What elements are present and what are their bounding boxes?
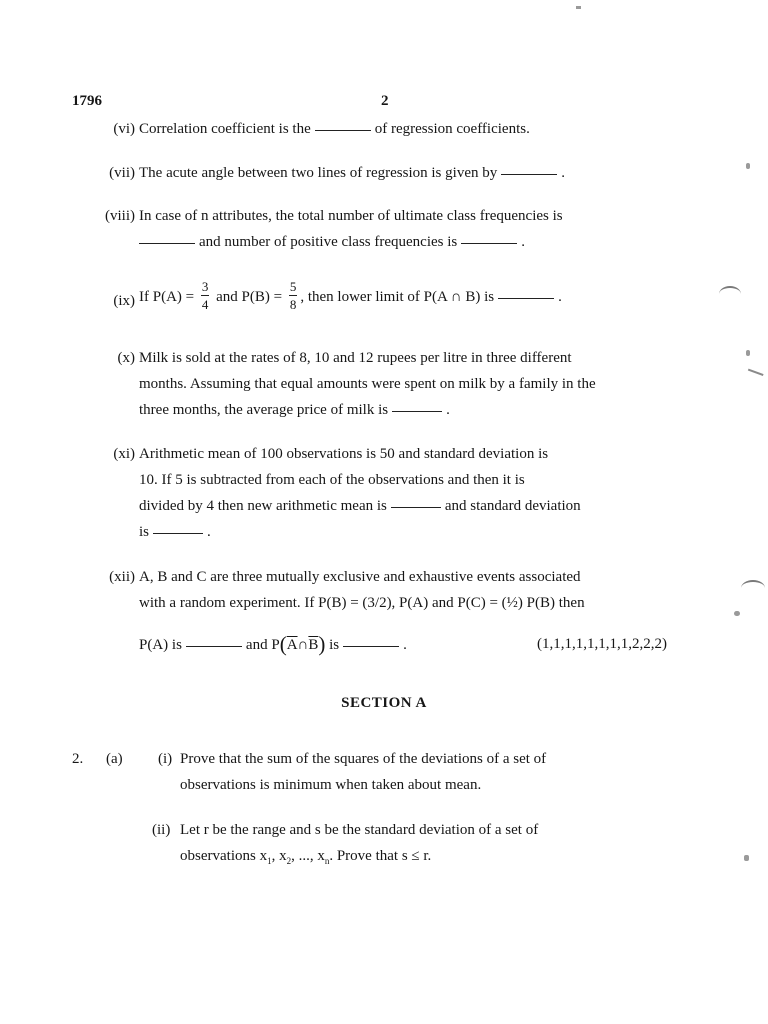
question-text: In case of n attributes, the total number of ultimate class frequencies is [139,208,563,224]
scan-speck [576,6,581,9]
answer-blank [391,507,441,508]
question-number: (xi) [113,446,135,462]
question-text: Let r be the range and s be the standard deviation of a set of [180,822,539,838]
question-number: (ix) [113,293,135,309]
question-text: 10. If 5 is subtracted from each of the observations and then it is [139,472,525,488]
question-text: divided by 4 then new arithmetic mean is and standard deviation [139,498,581,514]
answer-blank [392,411,442,412]
question-text: months. Assuming that equal amounts were spent on milk by a family in the [139,376,596,392]
question-number: (vi) [113,121,135,137]
answer-blank [153,533,203,534]
answer-blank [498,298,554,299]
question-text: three months, the average price of milk is . [139,402,450,418]
answer-blank [315,130,371,131]
question-text: The acute angle between two lines of regression is given by . [139,165,565,181]
scan-speck [746,350,750,356]
paper-code: 1796 [72,93,102,109]
question-text: Correlation coefficient is the of regression coefficients. [139,121,530,137]
fraction: $\frac{3}{4}$ [201,279,209,312]
question-text: observations $x_1$, $x_2$, ..., $x_n$. Prove that s ≤ r. [180,848,432,866]
complement-b: $\overline{B}$ [308,637,319,653]
question-number: (x) [117,350,135,366]
answer-blank [461,243,517,244]
scan-hole-mark [741,580,765,596]
question-number: 2. [72,751,84,767]
question-text: If P(A) = $\frac{3}{4}$ and P(B) = $\frac{5}{8}$ , then lower limit of P(A ∩ B) is . [139,279,562,312]
section-title: SECTION A [341,695,427,711]
question-text: P(A) is and $P(\overline{A}\cap\overline{B})$ is . [139,632,407,656]
question-text: observations is minimum when taken about mean. [180,777,482,793]
question-number: (vii) [109,165,135,181]
answer-blank [139,243,195,244]
question-part: (a) [106,751,123,767]
question-text: Prove that the sum of the squares of the deviations of a set of [180,751,547,767]
marks-allocation: (1,1,1,1,1,1,1,1,2,2,2) [537,636,667,652]
question-number: (viii) [105,208,135,224]
question-number: (xii) [109,569,135,585]
complement-a: $\overline{A}$ [286,637,298,653]
question-text: is . [139,524,211,540]
scan-speck [746,163,750,169]
question-text: with a random experiment. If P(B) = (3/2), P(A) and P(C) = (½) P(B) then [139,595,585,611]
question-text: A, B and C are three mutually exclusive and exhaustive events associated [139,569,581,585]
answer-blank [343,646,399,647]
answer-blank [501,174,557,175]
scan-speck [734,611,740,616]
page-number: 2 [381,93,389,109]
subquestion-label: (i) [158,751,173,767]
question-text: Arithmetic mean of 100 observations is 50 and standard deviation is [139,446,549,462]
subquestion-label: (ii) [152,822,171,838]
fraction: $\frac{5}{8}$ [289,279,297,312]
scan-speck [744,855,749,861]
question-text: and number of positive class frequencies is . [139,234,525,251]
answer-blank [186,646,242,647]
scan-hole-mark [719,286,741,302]
question-text: Milk is sold at the rates of 8, 10 and 12 rupees per litre in three different [139,350,572,366]
scan-mark [744,369,763,386]
